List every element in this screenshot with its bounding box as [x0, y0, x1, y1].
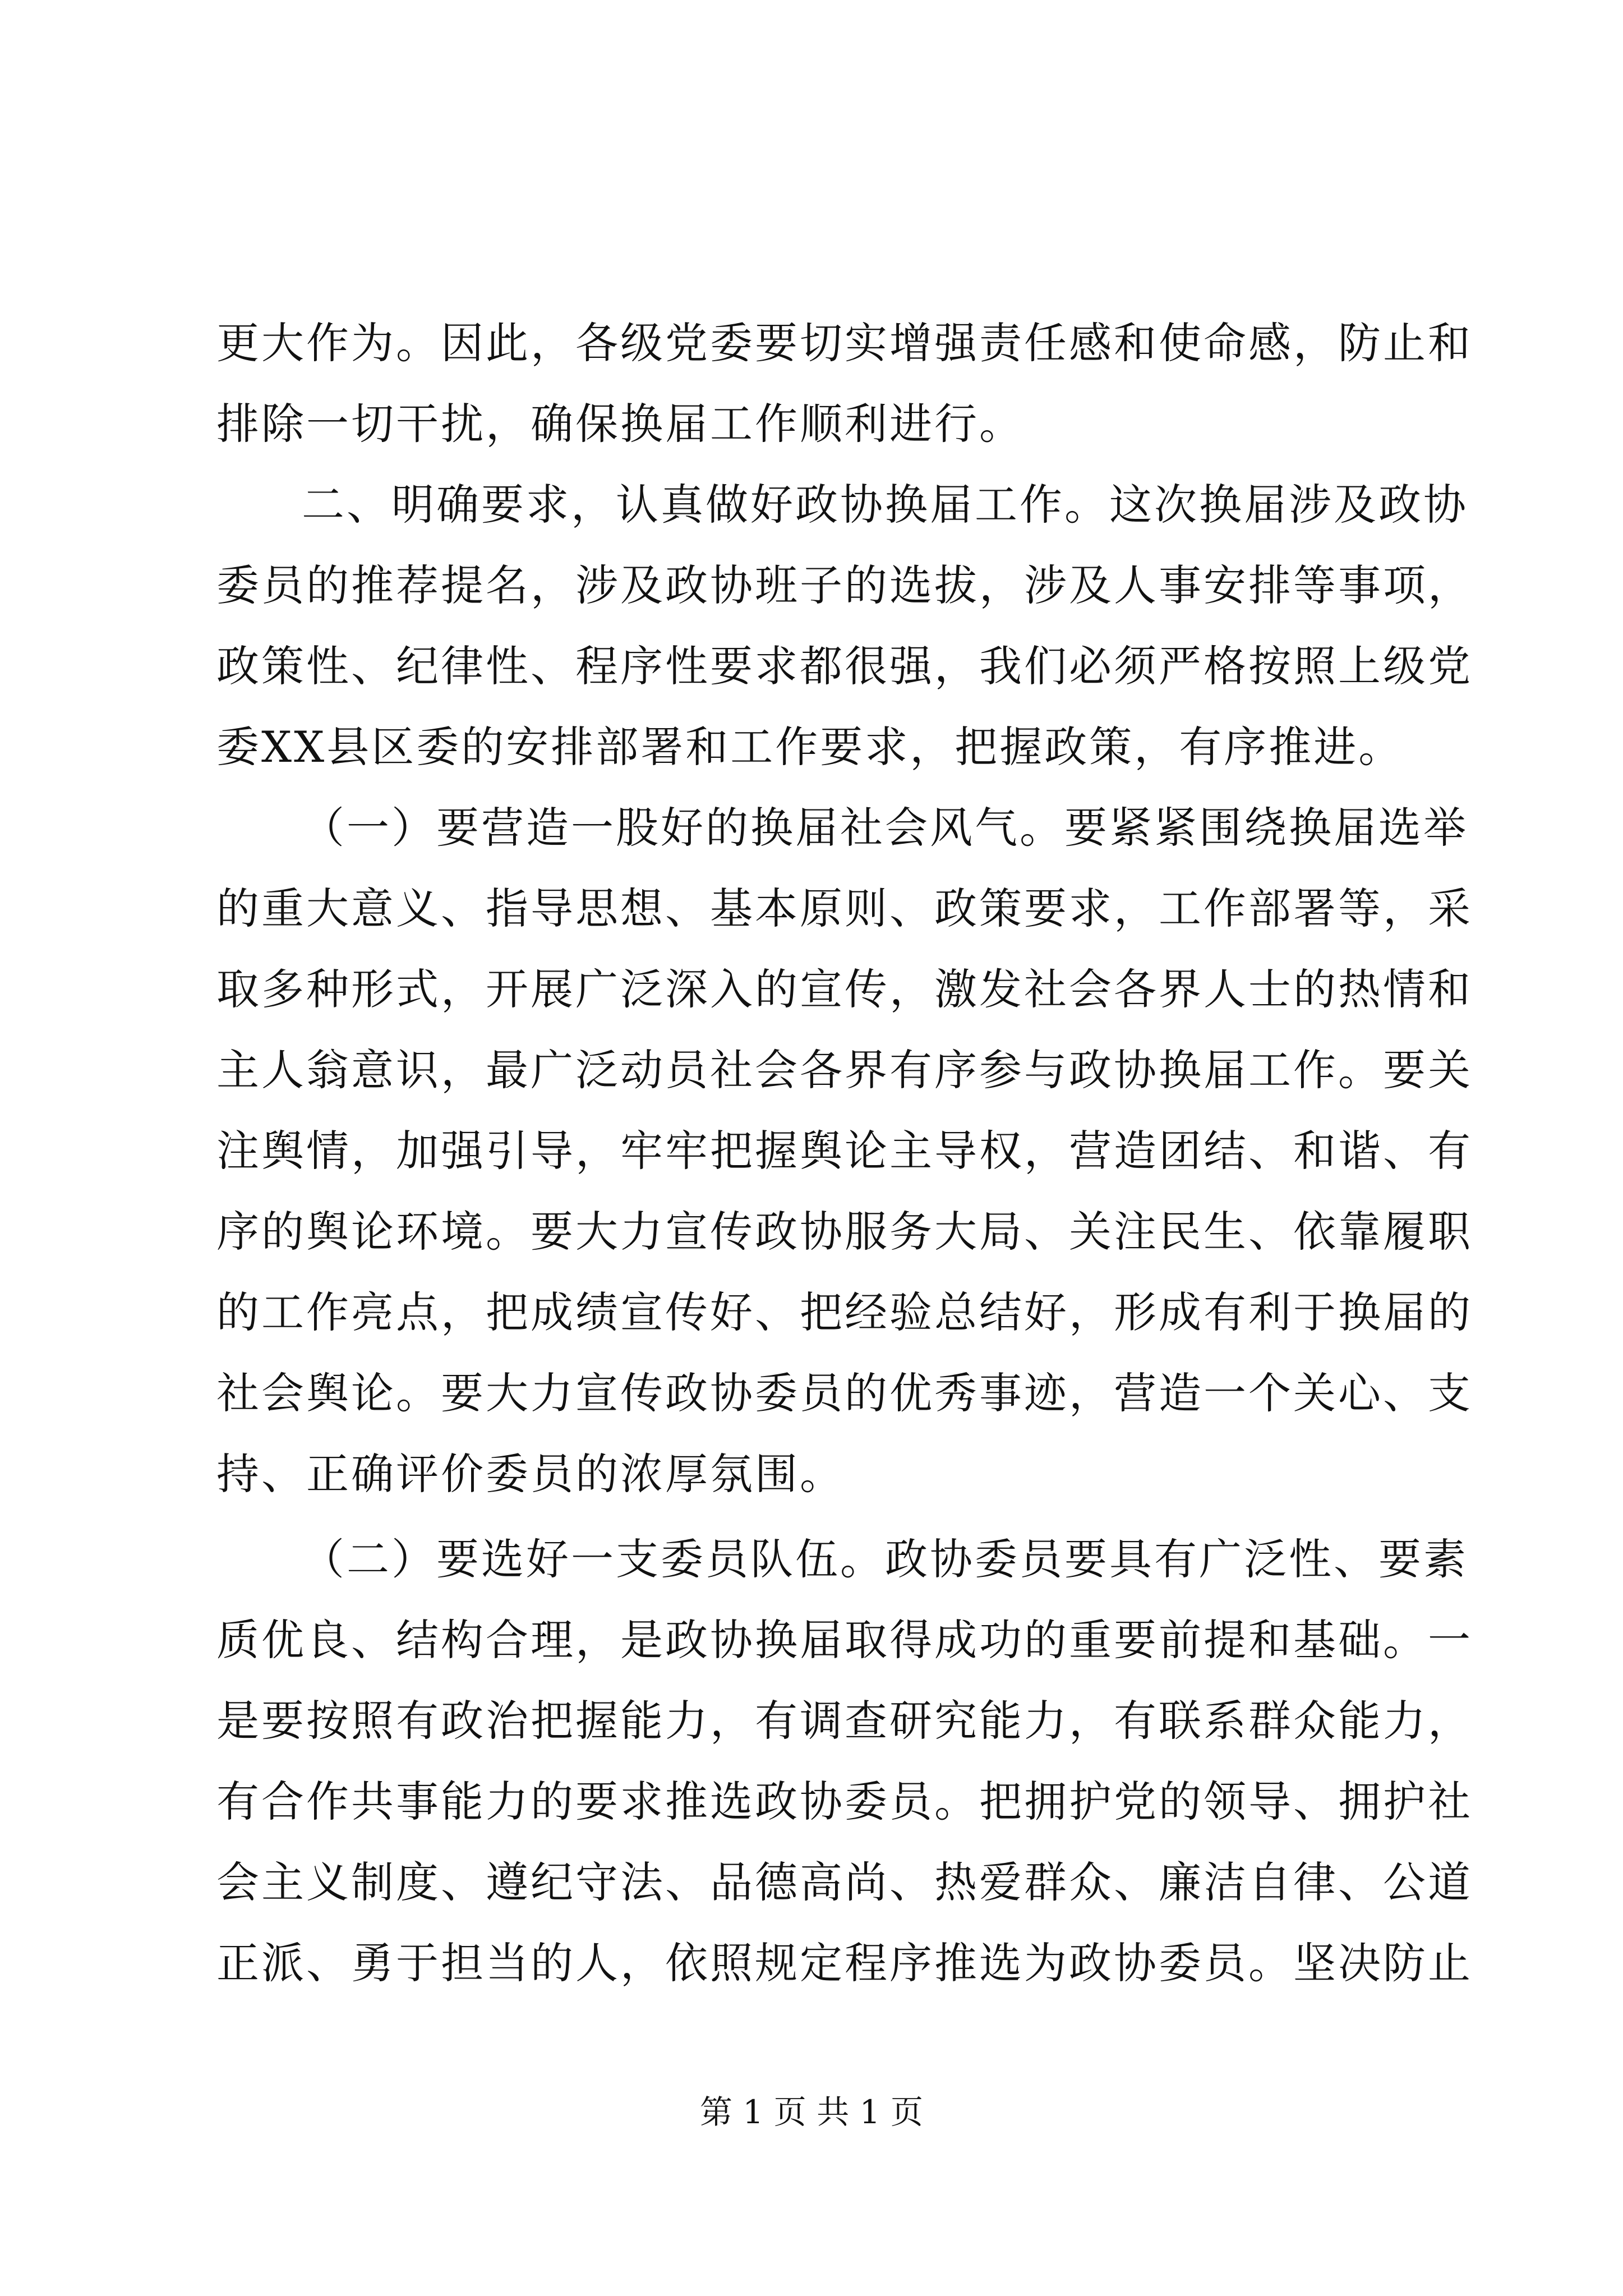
- document-body: [216, 303, 1473, 2004]
- text-line: 二、明确要求，认真做好政协换届工作。这次换届涉及政协: [302, 480, 1468, 530]
- text-line: 委XX县区委的安排部署和工作要求，把握政策，有序推进。: [216, 722, 1404, 772]
- text-line: 会主义制度、遵纪守法、品德高尚、热爱群众、廉洁自律、公道: [216, 1857, 1473, 1907]
- text-line: 政策性、纪律性、程序性要求都很强，我们必须严格按照上级党: [216, 641, 1473, 691]
- text-line: 的重大意义、指导思想、基本原则、政策要求，工作部署等，采: [216, 884, 1473, 933]
- text-line: 有合作共事能力的要求推选政协委员。把拥护党的领导、拥护社: [216, 1777, 1473, 1826]
- text-line: 序的舆论环境。要大力宣传政协服务大局、关注民生、依靠履职: [216, 1207, 1473, 1257]
- text-line: （一）要营造一股好的换届社会风气。要紧紧围绕换届选举: [302, 803, 1468, 853]
- text-line: 正派、勇于担当的人，依照规定程序推选为政协委员。坚决防止: [216, 1938, 1473, 1988]
- text-line: 质优良、结构合理，是政协换届取得成功的重要前提和基础。一: [216, 1615, 1473, 1665]
- text-line: 持、正确评价委员的浓厚氛围。: [216, 1449, 845, 1499]
- text-line: （二）要选好一支委员队伍。政协委员要具有广泛性、要素: [302, 1534, 1468, 1584]
- text-line: 是要按照有政治把握能力，有调查研究能力，有联系群众能力，: [216, 1696, 1473, 1746]
- text-line: 取多种形式，开展广泛深入的宣传，激发社会各界人士的热情和: [216, 964, 1473, 1014]
- text-line: 排除一切干扰，确保换届工作顺利进行。: [216, 399, 1024, 449]
- text-line: 更大作为。因此，各级党委要切实增强责任感和使命感，防止和: [216, 318, 1473, 368]
- text-line: 注舆情，加强引导，牢牢把握舆论主导权，营造团结、和谐、有: [216, 1126, 1473, 1176]
- text-line: 主人翁意识，最广泛动员社会各界有序参与政协换届工作。要关: [216, 1045, 1473, 1095]
- text-line: 社会舆论。要大力宣传政协委员的优秀事迹，营造一个关心、支: [216, 1368, 1473, 1418]
- text-line: 的工作亮点，把成绩宣传好、把经验总结好，形成有利于换届的: [216, 1287, 1473, 1337]
- page-footer: 第 1 页 共 1 页: [700, 2093, 923, 2131]
- text-line: 委员的推荐提名，涉及政协班子的选拔，涉及人事安排等事项，: [216, 560, 1473, 610]
